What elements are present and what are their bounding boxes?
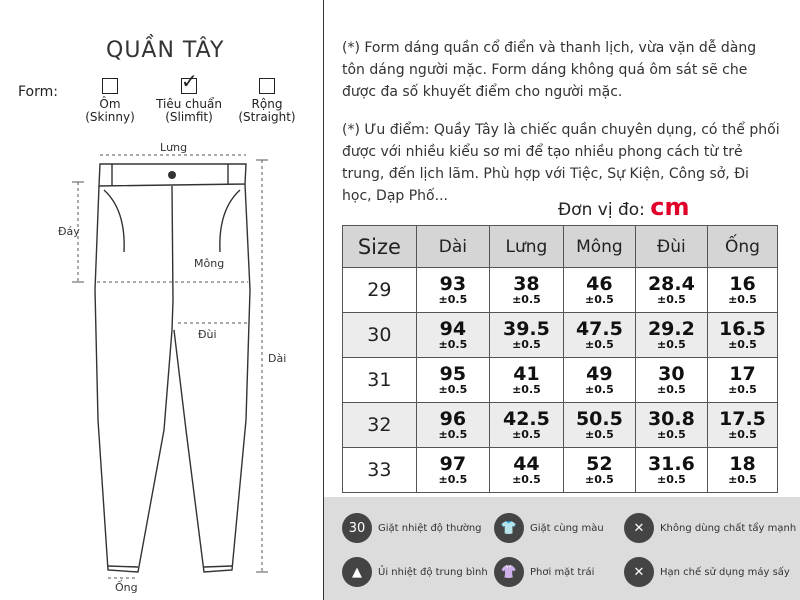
description-form: (*) Form dáng quần cổ điển và thanh lịch, vừa vặn dễ dàng tôn dáng người mặc. Form dáng không quá ôm sát sẽ che được đa số khuyết điểm cho người mặc. (342, 40, 757, 100)
option-name: Ôm (99, 97, 121, 111)
value-cell (707, 313, 777, 358)
option-sub: (Slimfit) (165, 110, 213, 124)
care-label: Ủi nhiệt độ trung bình (378, 566, 488, 578)
value-cell (707, 403, 777, 448)
tolerance: ±0.5 (657, 338, 686, 351)
value-cell (563, 448, 635, 493)
care-label: Không dùng chất tẩy mạnh (660, 522, 797, 534)
tolerance: ±0.5 (585, 293, 614, 306)
value: 30 (658, 363, 685, 385)
tolerance: ±0.5 (657, 428, 686, 441)
value: 39.5 (502, 318, 550, 340)
value-cell (489, 448, 563, 493)
value-cell (563, 403, 635, 448)
care-item (494, 513, 604, 543)
value: 30.8 (647, 408, 695, 430)
size-cell: 33 (343, 448, 417, 493)
care-item (342, 557, 488, 587)
value: 44 (513, 453, 540, 475)
value-cell (416, 313, 489, 358)
care-instructions (324, 497, 800, 600)
value: 29.2 (647, 318, 695, 340)
value-cell (635, 268, 707, 313)
value-cell (489, 358, 563, 403)
tolerance: ±0.5 (657, 293, 686, 306)
care-item (494, 557, 594, 587)
no-bleach-icon: ✕ (624, 513, 654, 543)
tolerance: ±0.5 (512, 428, 541, 441)
tolerance: ±0.5 (657, 473, 686, 486)
care-label: Hạn chế sử dụng máy sấy (660, 566, 790, 578)
value: 46 (586, 273, 613, 295)
value-cell (489, 403, 563, 448)
header-dai: Dài (416, 226, 489, 268)
tolerance: ±0.5 (438, 383, 468, 396)
page-title: QUẦN TÂY (106, 38, 225, 63)
value: 47.5 (575, 318, 623, 340)
unit-label (558, 193, 690, 221)
table-row (343, 358, 778, 403)
care-item (342, 513, 482, 543)
wash-30-icon: 30 (342, 513, 372, 543)
info-panel (324, 0, 800, 600)
value: 94 (439, 318, 467, 340)
tolerance: ±0.5 (585, 383, 614, 396)
option-name: Tiêu chuẩn (156, 97, 222, 111)
value-cell (635, 448, 707, 493)
value: 17 (729, 363, 756, 385)
description-advantages: (*) Ưu điểm: Quầy Tây là chiếc quần chuyên dụng, có thể phối được với nhiều kiểu sơ mi để tạo nhiều phong cách từ trẻ trung, đến lịch lãm. Phù hợp với Tiệc, Sự Kiện, Công sở, Đi học, Dạp Phố... (342, 122, 780, 204)
iron-icon: ▲ (342, 557, 372, 587)
value: 50.5 (575, 408, 623, 430)
care-label: Phơi mặt trái (530, 566, 595, 578)
value-cell (707, 358, 777, 403)
care-item (624, 557, 790, 587)
value-cell (563, 313, 635, 358)
unit-value: cm (650, 193, 690, 221)
option-sub: (Straight) (238, 110, 296, 124)
value: 95 (439, 363, 467, 385)
form-label: Form: (18, 84, 58, 100)
wash-color-icon: 👕 (494, 513, 524, 543)
table-header-row (343, 226, 778, 268)
tolerance: ±0.5 (438, 293, 468, 306)
header-dui: Đùi (635, 226, 707, 268)
dry-inside-out-icon: 👚 (494, 557, 524, 587)
diagram-panel (0, 0, 322, 600)
value-cell (635, 403, 707, 448)
label-dai: Dài (268, 352, 287, 365)
tolerance: ±0.5 (657, 383, 686, 396)
value: 18 (729, 453, 756, 475)
value-cell (416, 268, 489, 313)
tolerance: ±0.5 (438, 338, 468, 351)
tolerance: ±0.5 (728, 428, 757, 441)
label-dui: Đùi (198, 328, 217, 341)
care-item (624, 513, 796, 543)
tolerance: ±0.5 (512, 473, 541, 486)
header-lung: Lưng (489, 226, 563, 268)
value-cell (489, 313, 563, 358)
value: 49 (586, 363, 613, 385)
size-cell: 32 (343, 403, 417, 448)
tolerance: ±0.5 (512, 338, 541, 351)
checkmark-icon: ✓ (181, 69, 198, 93)
value-cell (416, 403, 489, 448)
value-cell (563, 358, 635, 403)
tolerance: ±0.5 (438, 428, 468, 441)
value-cell (635, 358, 707, 403)
value: 96 (439, 408, 467, 430)
value: 17.5 (719, 408, 766, 430)
tolerance: ±0.5 (438, 473, 468, 486)
header-mong: Mông (563, 226, 635, 268)
table-row (343, 313, 778, 358)
label-day: Đáy (58, 225, 80, 238)
tolerance: ±0.5 (512, 383, 541, 396)
value: 16 (729, 273, 756, 295)
header-size: Size (343, 226, 417, 268)
care-label: Giặt cùng màu (530, 522, 604, 534)
tolerance: ±0.5 (728, 338, 757, 351)
option-sub: (Skinny) (85, 110, 135, 124)
care-label: Giặt nhiệt độ thường (378, 522, 482, 534)
value: 28.4 (647, 273, 695, 295)
label-ong: Ống (115, 581, 138, 594)
tolerance: ±0.5 (585, 338, 614, 351)
table-row (343, 268, 778, 313)
value-cell (635, 313, 707, 358)
tolerance: ±0.5 (585, 428, 614, 441)
value: 38 (513, 273, 540, 295)
tolerance: ±0.5 (512, 293, 541, 306)
pants-drawing (0, 0, 322, 600)
value: 16.5 (719, 318, 766, 340)
size-cell: 29 (343, 268, 417, 313)
value-cell (416, 448, 489, 493)
size-cell: 30 (343, 313, 417, 358)
value: 52 (586, 453, 613, 475)
tolerance: ±0.5 (728, 293, 757, 306)
tolerance: ±0.5 (728, 383, 757, 396)
option-name: Rộng (251, 97, 283, 111)
unit-text: Đơn vị đo: (558, 200, 645, 220)
value: 42.5 (502, 408, 550, 430)
value-cell (489, 268, 563, 313)
value-cell (416, 358, 489, 403)
table-row (343, 448, 778, 493)
table-row (343, 403, 778, 448)
tolerance: ±0.5 (585, 473, 614, 486)
size-table (342, 225, 778, 493)
value: 31.6 (647, 453, 695, 475)
value-cell (563, 268, 635, 313)
tolerance: ±0.5 (728, 473, 757, 486)
value-cell (707, 268, 777, 313)
value: 41 (513, 363, 540, 385)
size-cell: 31 (343, 358, 417, 403)
value: 93 (439, 273, 467, 295)
label-mong: Mông (194, 257, 225, 270)
value-cell (707, 448, 777, 493)
header-ong: Ống (707, 226, 777, 268)
value: 97 (439, 453, 467, 475)
no-dryer-icon: ✕ (624, 557, 654, 587)
label-lung: Lưng (160, 141, 188, 154)
